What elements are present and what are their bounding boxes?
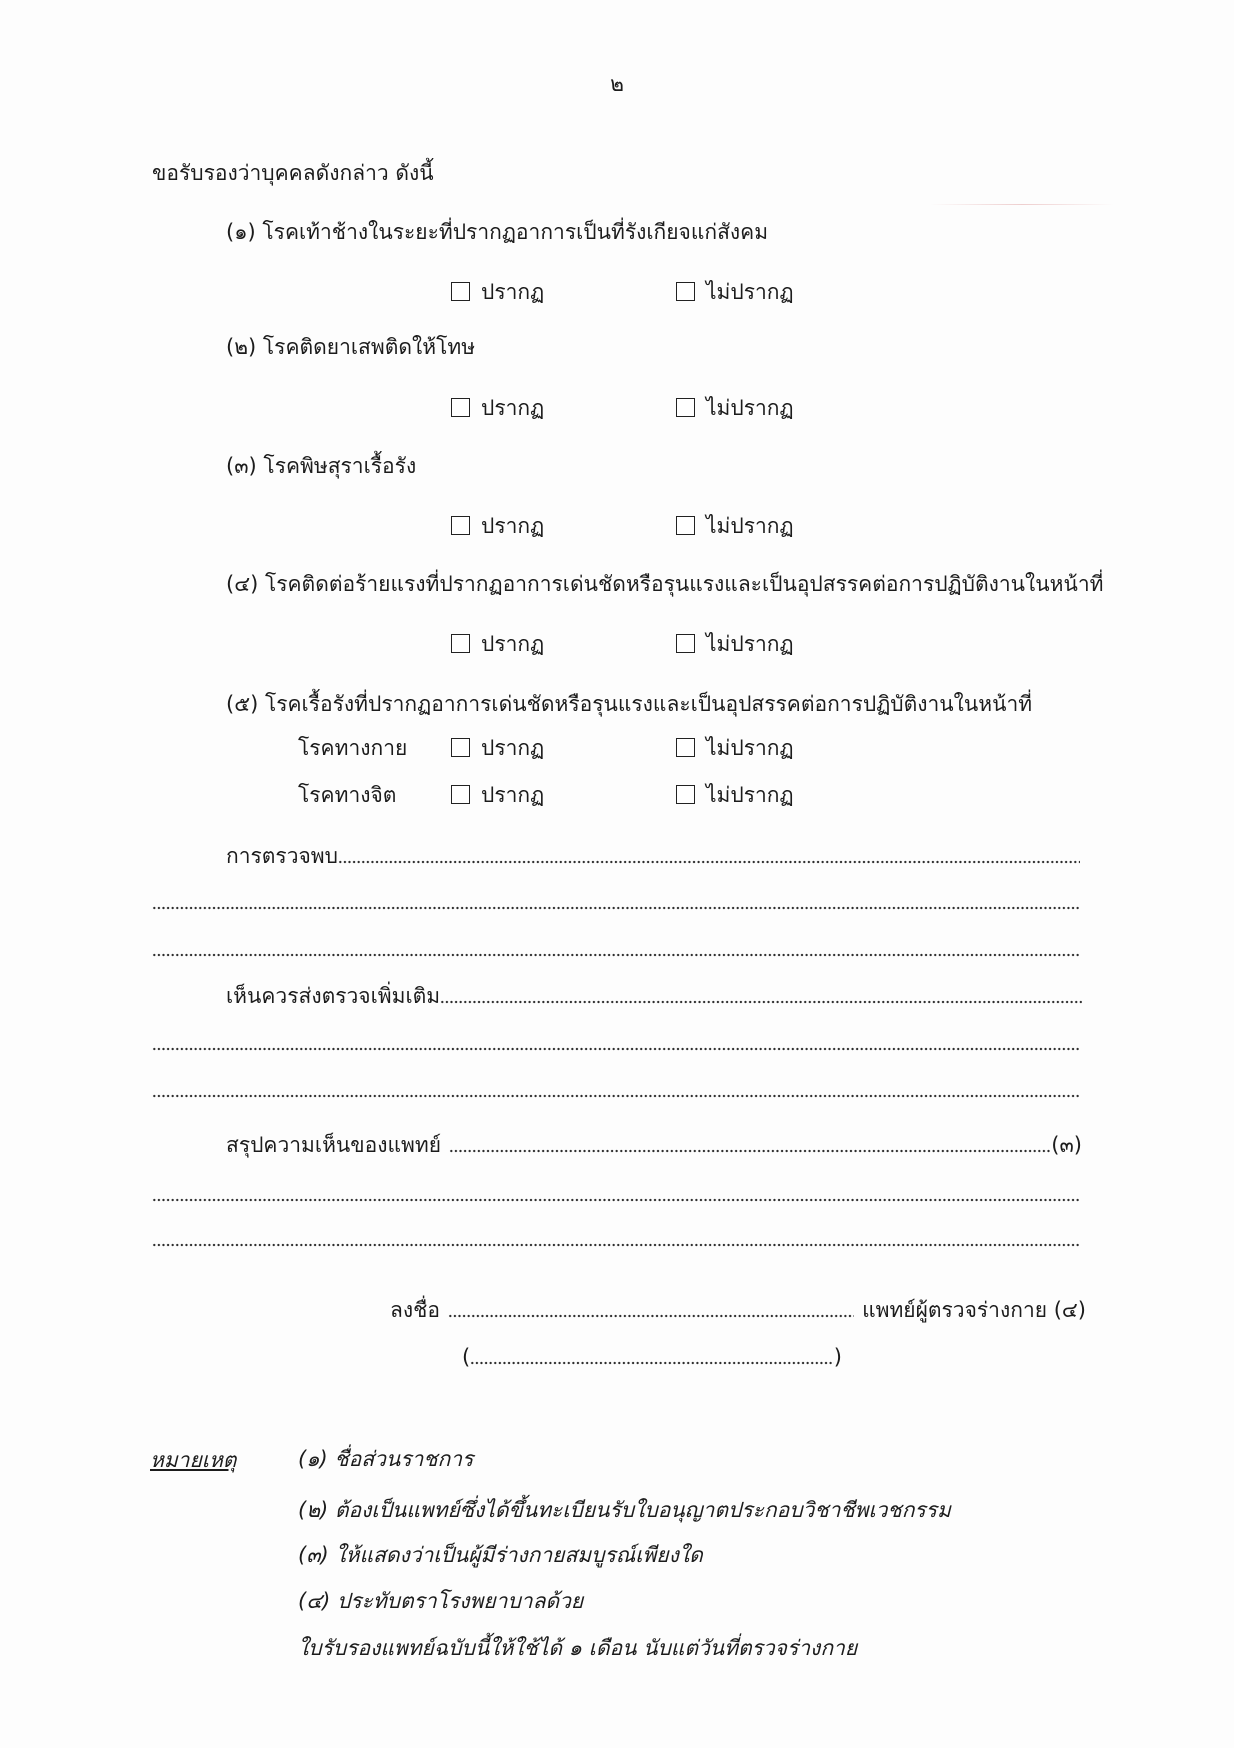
findings-label: การตรวจพบ <box>226 844 338 868</box>
condition-5-label: (๕) โรคเรื้อรังที่ปรากฏอาการเด่นชัดหรือรุนแรงและเป็นอุปสรรคต่อการปฏิบัติงานในหน้าที่ <box>226 692 1033 716</box>
conclusion-row <box>226 1131 1082 1159</box>
further-tests-fill-line-2[interactable] <box>152 1047 1080 1051</box>
paren-open: ( <box>462 1345 471 1369</box>
signature-row <box>390 1296 1086 1324</box>
validity-note: ใบรับรองแพทย์ฉบับนี้ให้ใช้ได้ ๑ เดือน นับแต่วันที่ตรวจร่างกาย <box>298 1636 858 1660</box>
condition-4-label: (๔) โรคติดต่อร้ายแรงที่ปรากฏอาการเด่นชัดหรือรุนแรงและเป็นอุปสรรคต่อการปฏิบัติงานในหน้าที่ <box>226 572 1104 596</box>
checkbox[interactable] <box>676 516 695 535</box>
option-label: ไม่ปรากฏ <box>706 514 794 538</box>
mental-present-option[interactable] <box>451 781 544 809</box>
checkbox[interactable] <box>451 398 470 417</box>
checkbox[interactable] <box>451 785 470 804</box>
option-label: ปรากฏ <box>481 736 545 760</box>
condition-4-options <box>0 630 1234 658</box>
further-tests-fill-line-3[interactable] <box>152 1094 1080 1098</box>
checkbox[interactable] <box>676 398 695 417</box>
note-item: (๓) ให้แสดงว่าเป็นผู้มีร่างกายสมบูรณ์เพียงใด <box>298 1543 703 1567</box>
checkbox[interactable] <box>676 785 695 804</box>
option-label: ปรากฏ <box>481 396 545 420</box>
option-label: ไม่ปรากฏ <box>706 396 794 420</box>
checkbox[interactable] <box>676 634 695 653</box>
option-label: ปรากฏ <box>481 783 545 807</box>
findings-row <box>226 842 1080 870</box>
note-item: (๒) ต้องเป็นแพทย์ซึ่งได้ขึ้นทะเบียนรับใบอนุญาตประกอบวิชาชีพเวชกรรม <box>298 1498 951 1522</box>
signature-fill-line[interactable] <box>448 1314 854 1318</box>
condition-4-present-option[interactable] <box>451 630 544 658</box>
signature-label: ลงชื่อ <box>390 1298 440 1322</box>
physical-disease-label: โรคทางกาย <box>298 736 408 760</box>
findings-fill-line[interactable] <box>338 860 1080 864</box>
further-tests-fill-line[interactable] <box>440 1000 1082 1004</box>
printed-name-row <box>462 1343 842 1371</box>
findings-fill-line-2[interactable] <box>152 906 1080 910</box>
option-label: ไม่ปรากฏ <box>706 783 794 807</box>
checkbox[interactable] <box>676 282 695 301</box>
condition-1-options <box>0 278 1234 306</box>
condition-3-options <box>0 512 1234 540</box>
condition-2-label: (๒) โรคติดยาเสพติดให้โทษ <box>226 335 476 359</box>
conclusion-fill-line-2[interactable] <box>152 1198 1080 1202</box>
condition-4-absent-option[interactable] <box>676 630 794 658</box>
condition-3-label: (๓) โรคพิษสุราเรื้อรัง <box>226 454 417 478</box>
paren-close: ) <box>833 1345 842 1369</box>
checkbox[interactable] <box>676 738 695 757</box>
note-item: (๔) ประทับตราโรงพยาบาลด้วย <box>298 1589 584 1613</box>
condition-2-options <box>0 394 1234 422</box>
physical-absent-option[interactable] <box>676 734 794 762</box>
conclusion-fill-line-3[interactable] <box>152 1243 1080 1247</box>
condition-3-present-option[interactable] <box>451 512 544 540</box>
option-label: ปรากฏ <box>481 514 545 538</box>
option-label: ปรากฏ <box>481 632 545 656</box>
conclusion-note-ref: (๓) <box>1051 1133 1082 1157</box>
printed-name-fill-line[interactable] <box>470 1361 834 1365</box>
condition-5-physical-options <box>0 734 1234 762</box>
checkbox[interactable] <box>451 282 470 301</box>
findings-fill-line-3[interactable] <box>152 953 1080 957</box>
further-tests-row <box>226 982 1082 1010</box>
note-item: (๑) ชื่อส่วนราชการ <box>298 1447 474 1471</box>
scan-artifact-line <box>930 204 1114 205</box>
option-label: ไม่ปรากฏ <box>706 736 794 760</box>
option-label: ไม่ปรากฏ <box>706 632 794 656</box>
conclusion-label: สรุปความเห็นของแพทย์ <box>226 1133 442 1157</box>
mental-absent-option[interactable] <box>676 781 794 809</box>
conclusion-fill-line[interactable] <box>449 1149 1051 1153</box>
checkbox[interactable] <box>451 634 470 653</box>
condition-1-absent-option[interactable] <box>676 278 794 306</box>
condition-5-mental-options <box>0 781 1234 809</box>
mental-disease-label: โรคทางจิต <box>298 783 397 807</box>
option-label: ปรากฏ <box>481 280 545 304</box>
physical-present-option[interactable] <box>451 734 544 762</box>
notes-heading: หมายเหตุ <box>150 1448 237 1472</box>
condition-2-present-option[interactable] <box>451 394 544 422</box>
condition-1-present-option[interactable] <box>451 278 544 306</box>
checkbox[interactable] <box>451 738 470 757</box>
condition-3-absent-option[interactable] <box>676 512 794 540</box>
examining-doctor-label: แพทย์ผู้ตรวจร่างกาย (๔) <box>862 1298 1086 1322</box>
condition-1-label: (๑) โรคเท้าช้างในระยะที่ปรากฏอาการเป็นที่รังเกียจแก่สังคม <box>226 220 769 244</box>
page-number: ๒ <box>610 72 624 96</box>
option-label: ไม่ปรากฏ <box>706 280 794 304</box>
checkbox[interactable] <box>451 516 470 535</box>
further-tests-label: เห็นควรส่งตรวจเพิ่มเติม <box>226 984 441 1008</box>
condition-2-absent-option[interactable] <box>676 394 794 422</box>
intro-text: ขอรับรองว่าบุคคลดังกล่าว ดังนี้ <box>152 161 434 185</box>
